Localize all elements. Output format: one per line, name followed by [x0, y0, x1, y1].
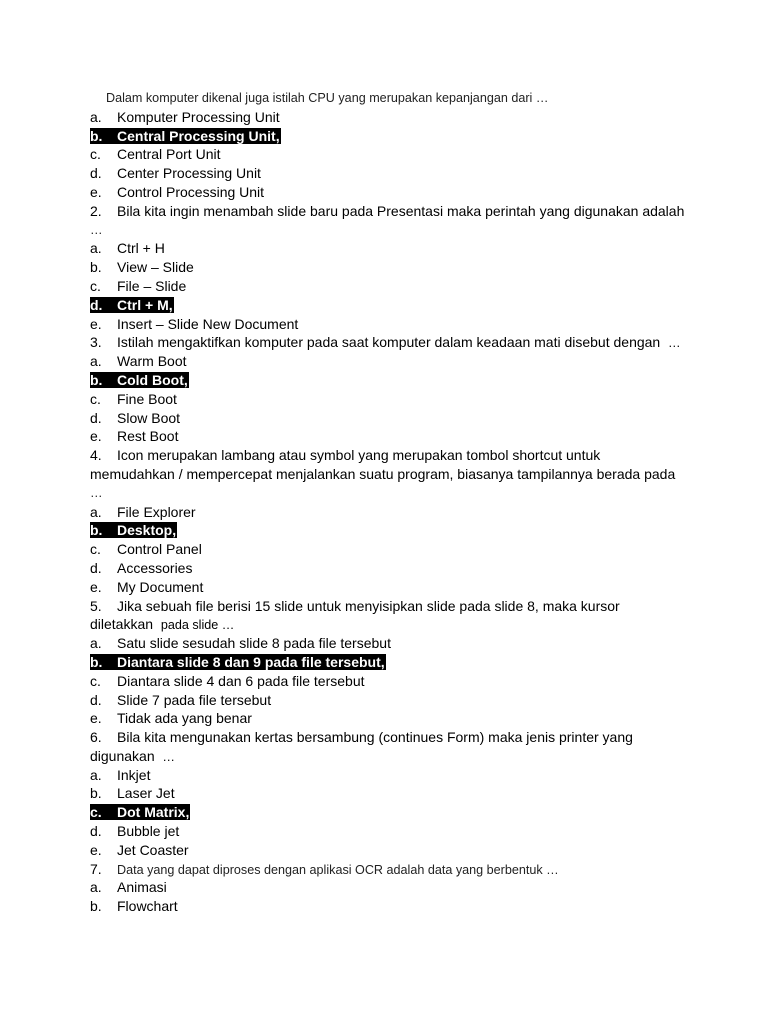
question-ellipsis: … [668, 336, 681, 351]
answer-highlight [90, 654, 386, 670]
option-marker: c. [90, 277, 101, 294]
option-text: Slide 7 pada file tersebut [117, 691, 272, 708]
option-marker: d. [90, 296, 103, 313]
question-continuation-text: memudahkan / mempercepat menjalankan suatu program, biasanya tampilannya berada pada [90, 465, 676, 482]
answer-highlight [90, 372, 189, 388]
option-text: Diantara slide 4 dan 6 pada file tersebut [117, 672, 365, 689]
option-marker: b. [90, 522, 103, 539]
q6-option-a [90, 766, 690, 785]
option-text: Slow Boot [117, 409, 181, 426]
q2-option-d-answer [90, 296, 690, 315]
question-7-text [90, 860, 690, 879]
q1-option-e [90, 183, 690, 202]
question-4-continuation [90, 465, 690, 484]
q3-option-d [90, 409, 690, 428]
question-number: 7. [90, 860, 102, 877]
option-text: Animasi [117, 879, 167, 896]
question-5-text [90, 597, 690, 616]
option-marker: d. [90, 165, 102, 182]
q5-option-c [90, 672, 690, 691]
option-text: Laser Jet [117, 785, 175, 802]
question-ellipsis: … [90, 485, 103, 500]
question-4-text [90, 446, 690, 465]
option-marker: a. [90, 635, 102, 652]
option-marker: a. [90, 503, 102, 520]
option-marker: c. [90, 390, 101, 407]
q2-option-b [90, 258, 690, 277]
question-continuation-thin: pada slide … [160, 618, 235, 633]
question-number: 5. [90, 597, 102, 614]
q1-option-c [90, 145, 690, 164]
option-text: View – Slide [117, 259, 194, 276]
option-marker: b. [90, 785, 102, 802]
option-marker: a. [90, 766, 102, 783]
question-1-label: Dalam komputer dikenal juga istilah CPU yang merupakan kepanjangan dari … [106, 91, 549, 105]
option-marker: e. [90, 428, 102, 445]
q4-option-c [90, 540, 690, 559]
option-text: Ctrl + H [117, 240, 165, 257]
option-marker: e. [90, 841, 102, 858]
q7-option-a [90, 878, 690, 897]
option-text: File Explorer [117, 503, 196, 520]
question-6-continuation [90, 747, 690, 766]
answer-highlight [90, 297, 174, 313]
option-text: Control Panel [117, 541, 202, 558]
option-text: My Document [117, 578, 204, 595]
option-marker: c. [90, 146, 101, 163]
option-text: Central Processing Unit, [117, 127, 280, 144]
question-number: 2. [90, 202, 102, 219]
question-number: 3. [90, 334, 102, 351]
question-3-text [90, 333, 690, 352]
option-text: Inkjet [117, 766, 151, 783]
option-marker: d. [90, 559, 102, 576]
q3-option-c [90, 390, 690, 409]
q5-option-e [90, 709, 690, 728]
q6-option-d [90, 822, 690, 841]
option-text: Rest Boot [117, 428, 179, 445]
question-number: 6. [90, 729, 102, 746]
question-continuation-text: diletakkan [90, 616, 154, 633]
question-2-text [90, 202, 690, 221]
option-marker: e. [90, 183, 102, 200]
option-marker: b. [90, 898, 102, 915]
option-text: File – Slide [117, 277, 187, 294]
question-ellipsis: … [162, 749, 175, 764]
question-2-continuation [90, 221, 690, 240]
q5-option-b-answer [90, 653, 690, 672]
q2-option-a [90, 239, 690, 258]
question-label: Data yang dapat diproses dengan aplikasi OCR adalah data yang berbentuk … [117, 862, 559, 877]
question-ellipsis: … [90, 222, 103, 237]
question-label: Bila kita mengunakan kertas bersambung (continues Form) maka jenis printer yang [117, 729, 633, 746]
q4-option-d [90, 559, 690, 578]
answer-highlight [90, 128, 281, 144]
document-body [90, 89, 690, 916]
q5-option-a [90, 634, 690, 653]
option-text: Warm Boot [117, 353, 187, 370]
option-marker: b. [90, 371, 103, 388]
q1-option-a [90, 108, 690, 127]
question-1-text [90, 89, 690, 108]
option-marker: d. [90, 691, 102, 708]
option-text: Tidak ada yang benar [117, 710, 252, 727]
q1-option-d [90, 164, 690, 183]
option-marker: b. [90, 653, 103, 670]
question-label: Bila kita ingin menambah slide baru pada Presentasi maka perintah yang digunakan adalah [117, 202, 685, 219]
question-label: Istilah mengaktifkan komputer pada saat komputer dalam keadaan mati disebut dengan [117, 334, 661, 351]
q4-option-e [90, 578, 690, 597]
option-text: Center Processing Unit [117, 165, 261, 182]
option-text: Ctrl + M, [117, 296, 173, 313]
option-text: Central Port Unit [117, 146, 221, 163]
q6-option-b [90, 784, 690, 803]
q3-option-e [90, 427, 690, 446]
q7-option-b [90, 897, 690, 916]
question-6-text [90, 728, 690, 747]
option-text: Cold Boot, [117, 371, 188, 388]
option-marker: b. [90, 127, 103, 144]
option-marker: a. [90, 240, 102, 257]
option-marker: d. [90, 823, 102, 840]
option-text: Flowchart [117, 898, 178, 915]
option-text: Accessories [117, 559, 193, 576]
answer-highlight [90, 804, 190, 820]
answer-highlight [90, 522, 177, 538]
option-marker: c. [90, 804, 102, 821]
option-marker: c. [90, 672, 101, 689]
q4-option-a [90, 503, 690, 522]
option-text: Komputer Processing Unit [117, 108, 280, 125]
option-marker: e. [90, 315, 102, 332]
option-text: Desktop, [117, 522, 177, 539]
q3-option-a [90, 352, 690, 371]
option-text: Jet Coaster [117, 841, 189, 858]
q2-option-e [90, 315, 690, 334]
option-marker: d. [90, 409, 102, 426]
q6-option-c-answer [90, 803, 690, 822]
option-marker: e. [90, 578, 102, 595]
q1-option-b-answer [90, 127, 690, 146]
option-marker: e. [90, 710, 102, 727]
question-label: Jika sebuah file berisi 15 slide untuk menyisipkan slide pada slide 8, maka kursor [117, 597, 620, 614]
question-5-continuation [90, 615, 690, 634]
q3-option-b-answer [90, 371, 690, 390]
option-marker: a. [90, 108, 102, 125]
option-text: Dot Matrix, [117, 804, 190, 821]
option-text: Fine Boot [117, 390, 177, 407]
q2-option-c [90, 277, 690, 296]
option-text: Satu slide sesudah slide 8 pada file tersebut [117, 635, 391, 652]
q5-option-d [90, 691, 690, 710]
option-text: Control Processing Unit [117, 183, 265, 200]
option-text: Diantara slide 8 dan 9 pada file tersebut, [117, 653, 385, 670]
option-marker: b. [90, 259, 102, 276]
question-continuation-text: digunakan [90, 747, 155, 764]
option-marker: a. [90, 879, 102, 896]
q4-option-b-answer [90, 521, 690, 540]
option-text: Bubble jet [117, 823, 180, 840]
question-label: Icon merupakan lambang atau symbol yang merupakan tombol shortcut untuk [117, 447, 601, 464]
question-4-continuation-2 [90, 484, 690, 503]
option-marker: c. [90, 541, 101, 558]
option-text: Insert – Slide New Document [117, 315, 299, 332]
question-number: 4. [90, 447, 102, 464]
option-marker: a. [90, 353, 102, 370]
q6-option-e [90, 841, 690, 860]
